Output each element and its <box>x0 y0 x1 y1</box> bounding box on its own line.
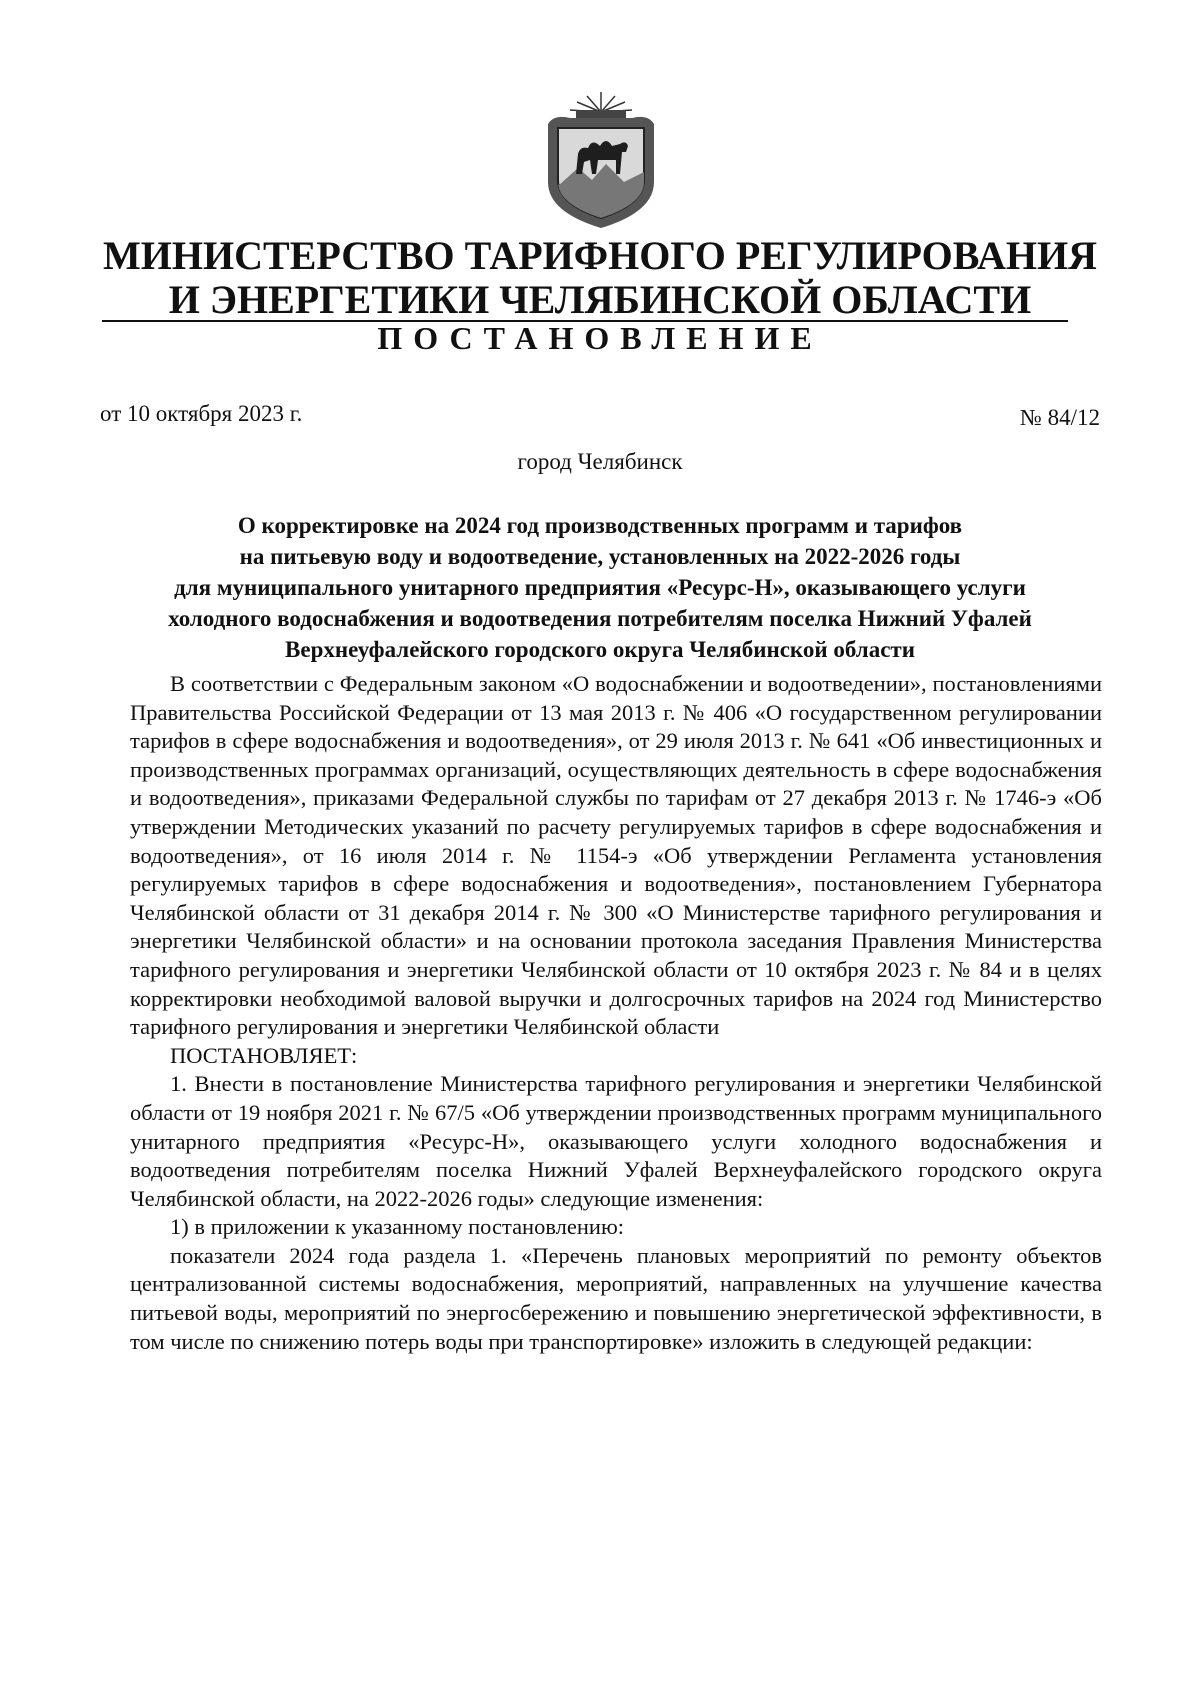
document-number: № 84/12 <box>1019 405 1100 430</box>
document-body <box>130 670 1102 1356</box>
title-line: на питьевую воду и водоотведение, установленных на 2022-2026 годы <box>239 544 961 569</box>
ministry-name-line-1: МИНИСТЕРСТВО ТАРИФНОГО РЕГУЛИРОВАНИЯ <box>103 233 1097 278</box>
preamble-paragraph: В соответствии с Федеральным законом «О водоснабжении и водоотведении», постановлениями Правительства Российской Федерации от 13 мая 2013 г. № 406 «О государственном регулировании тарифов в сфере водоснабжения и водоотведения», от 29 июля 2013 г. № 641 «Об инвестиционных и производственных программах организаций, осуществляющих деятельность в сфере водоснабжения и водоотведения», приказами Федеральной службы по тарифам от 27 декабря 2013 г. № 1746-э «Об утверждении Методических указаний по расчету регулируемых тарифов в сфере водоснабжения и водоотведения», от 16 июля 2014 г. № 1154-э «Об утверждении Регламента установления регулируемых тарифов в сфере водоснабжения и водоотведения», постановлением Губернатора Челябинской области от 31 декабря 2014 г. № 300 «О Министерстве тарифного регулирования и энергетики Челябинской области» и на основании протокола заседания Правления Министерства тарифного регулирования и энергетики Челябинской области от 10 октября 2023 г. № 84 и в целях корректировки необходимой валовой выручки и долгосрочных тарифов на 2024 год Министерство тарифного регулирования и энергетики Челябинской области <box>130 671 1102 1040</box>
title-line: холодного водоснабжения и водоотведения потребителям поселка Нижний Уфалей <box>168 606 1032 631</box>
document-city: город Челябинск <box>517 449 683 474</box>
title-line: Верхнеуфалейского городского округа Челябинской области <box>285 637 915 662</box>
document-date: от 10 октября 2023 г. <box>100 401 303 426</box>
document-title <box>100 510 1100 665</box>
title-line: для муниципального унитарного предприятия «Ресурс-Н», оказывающего услуги <box>174 575 1026 600</box>
title-line: О корректировке на 2024 год производственных программ и тарифов <box>237 513 963 538</box>
document-type: ПОСТАНОВЛЕНИЕ <box>377 320 823 356</box>
decree-word: ПОСТАНОВЛЯЕТ: <box>170 1042 358 1068</box>
ministry-name-line-2: И ЭНЕРГЕТИКИ ЧЕЛЯБИНСКОЙ ОБЛАСТИ <box>168 277 1032 322</box>
subitem-1-paragraph: 1) в приложении к указанному постановлению: <box>170 1214 625 1240</box>
indicators-paragraph: показатели 2024 года раздела 1. «Перечень плановых мероприятий по ремонту объектов централизованной системы водоснабжения, мероприятий, направленных на улучшение качества питьевой воды, мероприятий по энергосбережению и повышению энергетической эффективности, в том числе по снижению потерь воды при транспортировке» изложить в следующей редакции: <box>130 1242 1102 1354</box>
item-1-paragraph: 1. Внести в постановление Министерства тарифного регулирования и энергетики Челябинской области от 19 ноября 2021 г. № 67/5 «Об утверждении производственных программ муниципального унитарного предприятия «Ресурс-Н», оказывающего услуги холодного водоснабжения и водоотведения потребителям поселка Нижний Уфалей Верхнеуфалейского городского округа Челябинской области, на 2022-2026 годы» следующие изменения: <box>130 1071 1102 1211</box>
coat-of-arms-emblem <box>540 90 662 230</box>
